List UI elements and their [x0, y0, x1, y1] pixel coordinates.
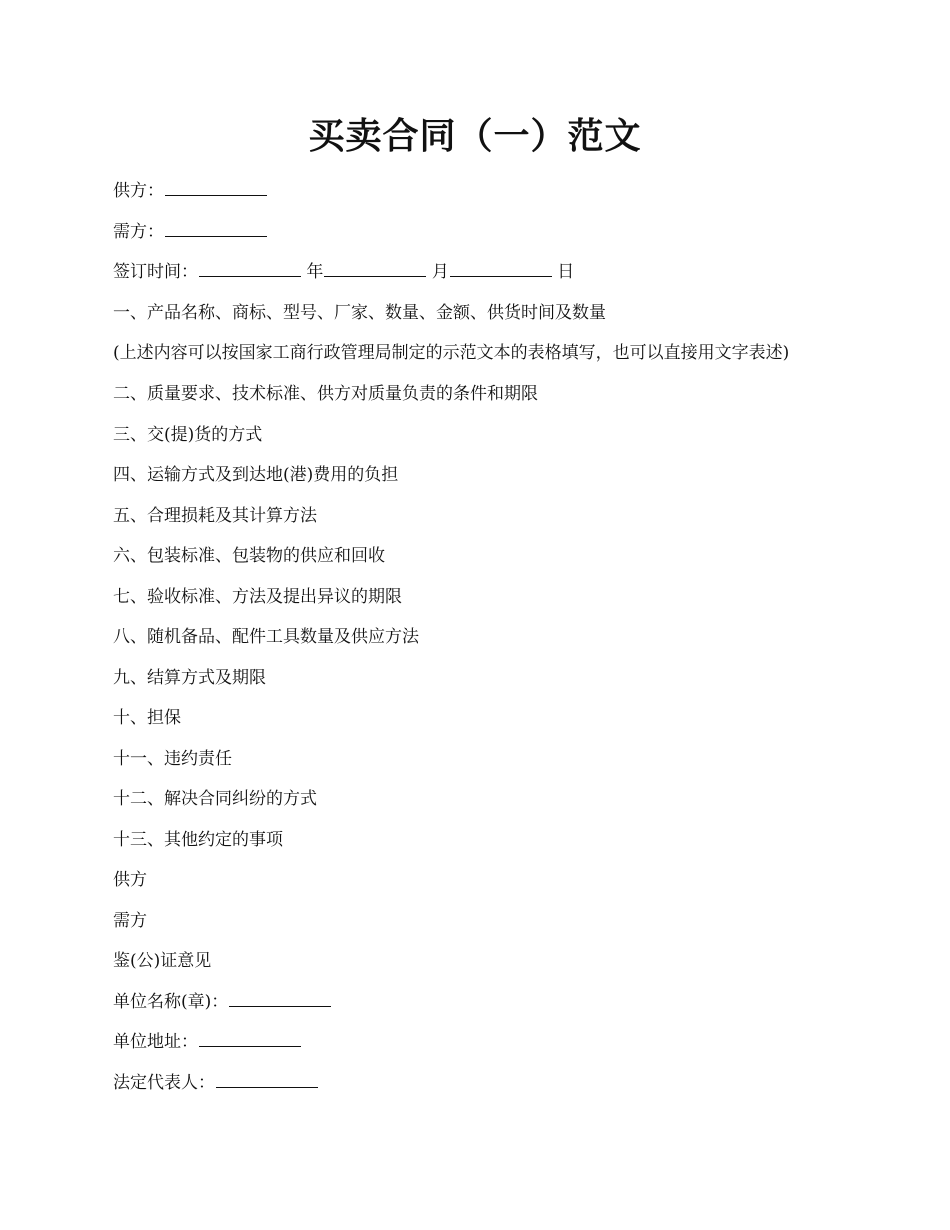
legal-rep-label: 法定代表人：: [113, 1072, 215, 1093]
year-label: 年: [306, 262, 324, 282]
year-blank: [199, 261, 301, 277]
month-blank: [324, 261, 426, 277]
unit-address-line: [113, 1031, 833, 1053]
unit-name-label: 单位名称(章)：: [113, 991, 229, 1012]
legal-rep-line: [113, 1072, 833, 1094]
clause-2: 二、质量要求、技术标准、供方对质量负责的条件和期限: [113, 384, 538, 404]
supplier-signature-label: 供方: [113, 870, 147, 890]
legal-rep-blank: [216, 1072, 318, 1088]
unit-address-label: 单位地址：: [113, 1032, 198, 1052]
unit-name-line: [113, 991, 833, 1013]
clause-12: 十二、解决合同纠纷的方式: [113, 789, 317, 809]
buyer-line: [113, 221, 833, 243]
document-title: 买卖合同（一）范文: [308, 115, 642, 157]
clause-4: 四、运输方式及到达地(港)费用的负担: [113, 465, 399, 485]
supplier-blank: [165, 180, 267, 196]
clause-7: 七、验收标准、方法及提出异议的期限: [113, 586, 402, 607]
document-body: [113, 180, 833, 1112]
sign-date-label: 签订时间：: [113, 262, 198, 282]
clause-11: 十一、违约责任: [113, 748, 232, 769]
clause-10: 十、担保: [113, 708, 181, 728]
buyer-blank: [165, 221, 267, 237]
buyer-label: 需方：: [113, 221, 164, 242]
month-label: 月: [431, 262, 449, 282]
notary-opinion-label: 鉴(公)证意见: [113, 951, 212, 971]
day-blank: [450, 261, 552, 277]
sign-date-line: [113, 261, 833, 283]
supplier-label: 供方：: [113, 181, 164, 201]
clause-1-note: (上述内容可以按国家工商行政管理局制定的示范文本的表格填写，也可以直接用文字表述): [113, 343, 790, 363]
day-label: 日: [557, 262, 575, 282]
clause-9: 九、结算方式及期限: [113, 667, 266, 688]
clause-3: 三、交(提)货的方式: [113, 424, 263, 445]
unit-address-blank: [199, 1031, 301, 1047]
clause-5: 五、合理损耗及其计算方法: [113, 505, 317, 526]
clause-8: 八、随机备品、配件工具数量及供应方法: [113, 627, 419, 647]
buyer-signature-label: 需方: [113, 910, 147, 931]
clause-6: 六、包装标准、包装物的供应和回收: [113, 546, 385, 566]
supplier-line: [113, 180, 833, 202]
unit-name-blank: [229, 991, 331, 1007]
clause-13: 十三、其他约定的事项: [113, 829, 283, 850]
clause-1: 一、产品名称、商标、型号、厂家、数量、金额、供货时间及数量: [113, 302, 606, 323]
